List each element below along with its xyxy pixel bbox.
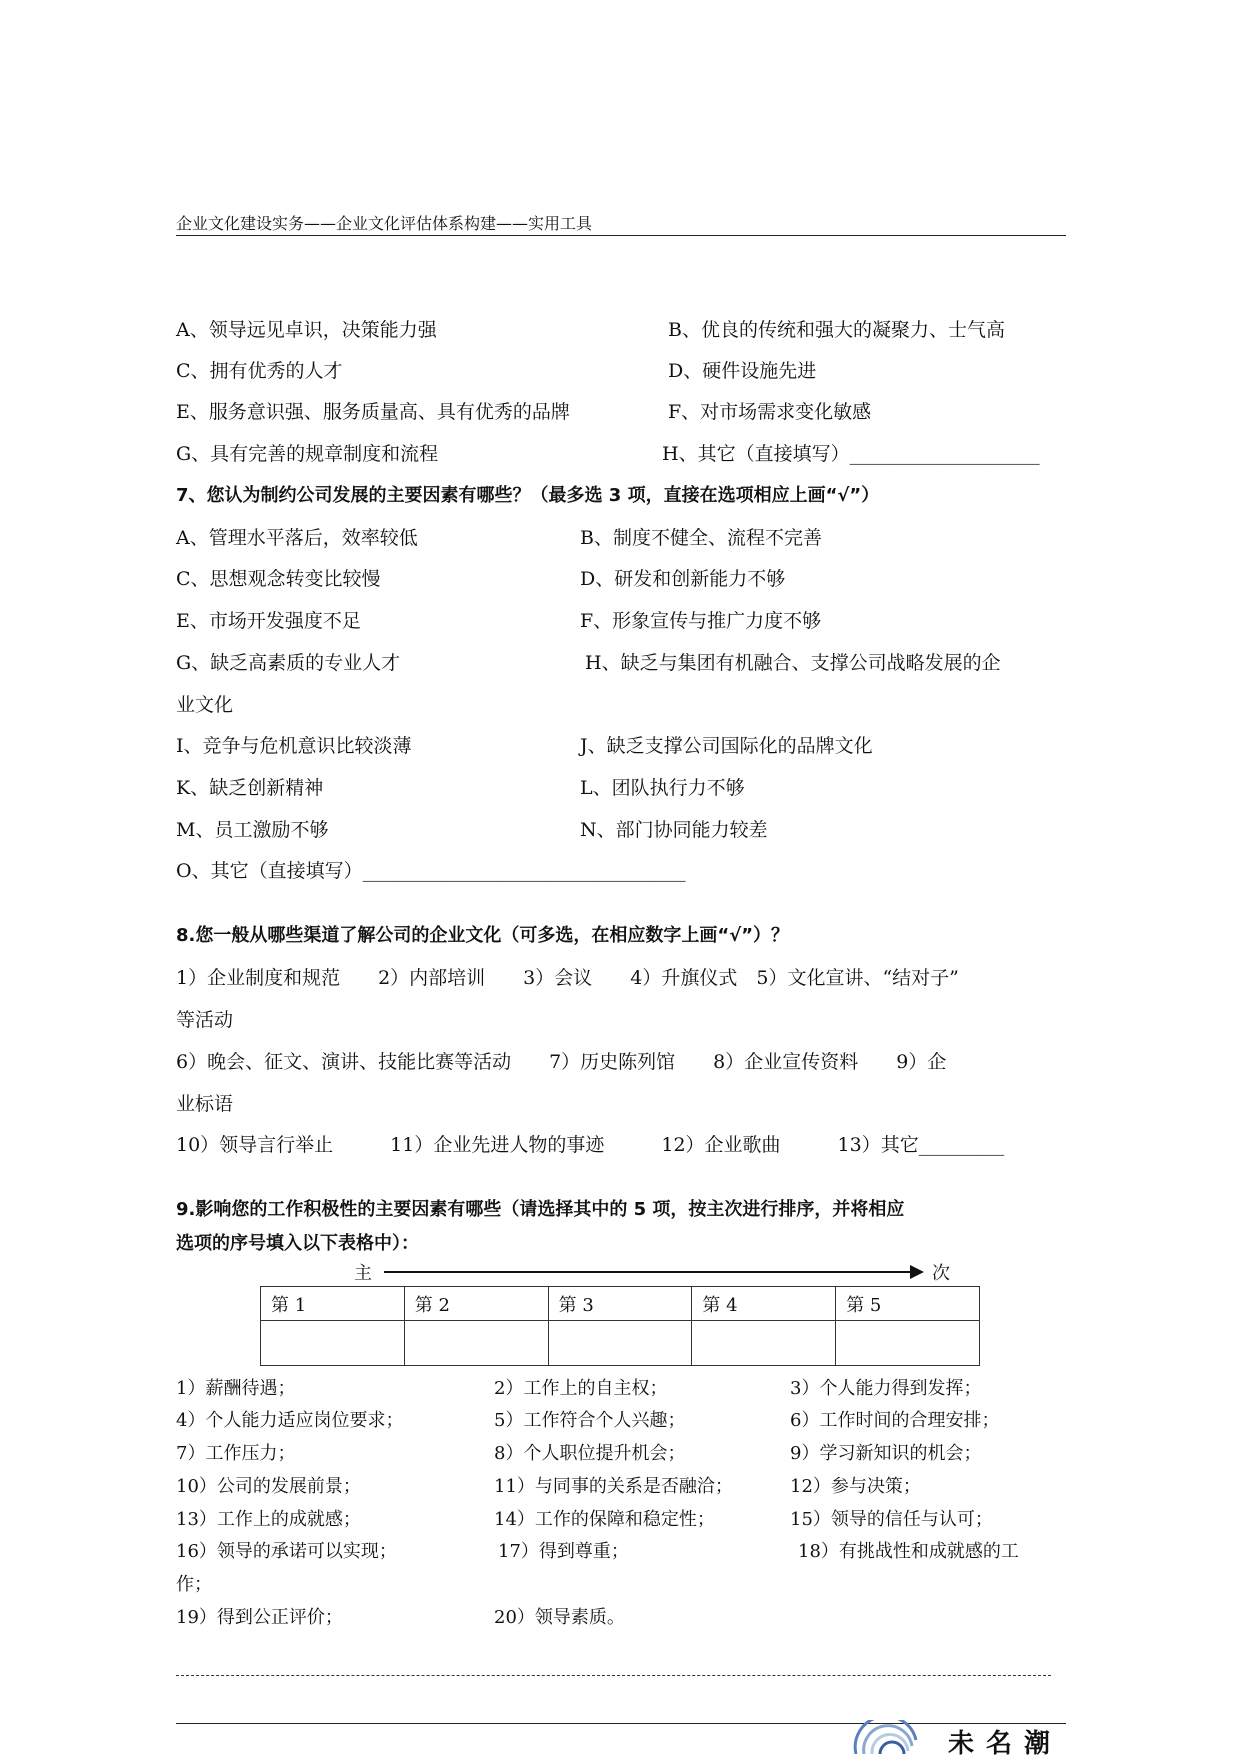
- q6-option-h: H、其它（直接填写）____________________: [662, 443, 1040, 465]
- rank-header-5: 第 5: [836, 1287, 980, 1321]
- q7-option-j: J、缺乏支撑公司国际化的品牌文化: [580, 735, 873, 757]
- rank-cell-2[interactable]: [404, 1321, 548, 1366]
- arrow-end-label: 次: [932, 1263, 950, 1284]
- q7-option-n: N、部门协同能力较差: [580, 819, 768, 841]
- q9-option: 5）工作符合个人兴趣；: [494, 1410, 686, 1431]
- q7-option-h: H、缺乏与集团有机融合、支撑公司战略发展的企: [585, 652, 1001, 674]
- q9-option: 6）工作时间的合理安排；: [790, 1410, 1000, 1431]
- priority-arrow-line: [384, 1271, 914, 1273]
- q6-option-c: C、拥有优秀的人才: [176, 360, 343, 382]
- dashed-separator: [176, 1675, 1051, 1676]
- q8-line-4: 业标语: [176, 1093, 234, 1115]
- q7-option-e: E、市场开发强度不足: [176, 610, 361, 632]
- q8-line-1: 1）企业制度和规范 2）内部培训 3）会议 4）升旗仪式 5）文化宣讲、“结对子”: [176, 967, 959, 989]
- q7-option-h-continued: 业文化: [176, 694, 234, 716]
- q9-option: 11）与同事的关系是否融洽；: [494, 1476, 733, 1497]
- q7-option-k: K、缺乏创新精神: [176, 777, 324, 799]
- q9-option: 17）得到尊重；: [498, 1541, 629, 1562]
- q9-option: 15）领导的信任与认可；: [790, 1509, 993, 1530]
- q8-line-5: 10）领导言行举止 11）企业先进人物的事迹 12）企业歌曲 13）其它_________: [176, 1134, 1005, 1156]
- q9-option: 13）工作上的成就感；: [176, 1509, 361, 1530]
- q9-option: 12）参与决策；: [790, 1476, 921, 1497]
- q7-option-c: C、思想观念转变比较慢: [176, 568, 381, 590]
- q7-option-o: O、其它（直接填写）__________________________________: [176, 860, 686, 882]
- q7-option-d: D、研发和创新能力不够: [580, 568, 786, 590]
- q9-option: 20）领导素质。: [494, 1607, 625, 1628]
- q6-option-f: F、对市场需求变化敏感: [668, 401, 872, 423]
- q9-option: 9）学习新知识的机会；: [790, 1443, 982, 1464]
- q6-option-a: A、领导远见卓识，决策能力强: [176, 319, 437, 341]
- q9-title-line-2: 选项的序号填入以下表格中）：: [176, 1233, 419, 1254]
- footer-rule: [176, 1723, 1066, 1724]
- q9-option: 19）得到公正评价；: [176, 1607, 343, 1628]
- q9-option: 18）有挑战性和成就感的工: [798, 1541, 1019, 1562]
- q7-option-a: A、管理水平落后，效率较低: [176, 527, 418, 549]
- q6-option-g: G、具有完善的规章制度和流程: [176, 443, 439, 465]
- rank-cell-5[interactable]: [836, 1321, 980, 1366]
- q8-line-3: 6）晚会、征文、演讲、技能比赛等活动 7）历史陈列馆 8）企业宣传资料 9）企: [176, 1051, 947, 1073]
- q6-option-e: E、服务意识强、服务质量高、具有优秀的品牌: [176, 401, 570, 423]
- page-header-title: 企业文化建设实务——企业文化评估体系构建——实用工具: [176, 214, 593, 233]
- rank-header-3: 第 3: [548, 1287, 692, 1321]
- rank-header-1: 第 1: [261, 1287, 405, 1321]
- q9-option: 7）工作压力；: [176, 1443, 296, 1464]
- q7-option-m: M、员工激励不够: [176, 819, 329, 841]
- q9-title-line-1: 9.影响您的工作积极性的主要因素有哪些（请选择其中的 5 项，按主次进行排序，并将相应: [176, 1199, 905, 1220]
- q8-line-2: 等活动: [176, 1009, 234, 1031]
- q7-option-l: L、团队执行力不够: [580, 777, 745, 799]
- q9-option: 8）个人职位提升机会；: [494, 1443, 686, 1464]
- q9-option: 4）个人能力适应岗位要求；: [176, 1410, 404, 1431]
- q8-title: 8.您一般从哪些渠道了解公司的企业文化（可多选，在相应数字上画“√”）？: [176, 925, 790, 946]
- header-rule: [176, 235, 1066, 236]
- company-logo-icon: [850, 1720, 920, 1754]
- rank-cell-3[interactable]: [548, 1321, 692, 1366]
- q7-option-i: I、竞争与危机意识比较淡薄: [176, 735, 412, 757]
- q6-option-d: D、硬件设施先进: [668, 360, 817, 382]
- q7-option-g: G、缺乏高素质的专业人才: [176, 652, 401, 674]
- q9-option: 1）薪酬待遇；: [176, 1378, 296, 1399]
- q9-option: 16）领导的承诺可以实现；: [176, 1541, 397, 1562]
- q6-option-b: B、优良的传统和强大的凝聚力、士气高: [668, 319, 1005, 341]
- q9-option: 14）工作的保障和稳定性；: [494, 1509, 715, 1530]
- q9-option: 3）个人能力得到发挥；: [790, 1378, 982, 1399]
- q9-option: 2）工作上的自主权；: [494, 1378, 668, 1399]
- rank-cell-4[interactable]: [692, 1321, 836, 1366]
- q9-option: 10）公司的发展前景；: [176, 1476, 361, 1497]
- ranking-table: [260, 1286, 980, 1366]
- rank-header-2: 第 2: [404, 1287, 548, 1321]
- q7-option-f: F、形象宣传与推广力度不够: [580, 610, 822, 632]
- q7-option-b: B、制度不健全、流程不完善: [580, 527, 822, 549]
- arrow-start-label: 主: [354, 1263, 372, 1284]
- arrow-head-icon: [910, 1265, 924, 1279]
- rank-cell-1[interactable]: [261, 1321, 405, 1366]
- q9-option-continued: 作；: [176, 1574, 212, 1595]
- rank-header-4: 第 4: [692, 1287, 836, 1321]
- footer-logo-text: 未名潮: [948, 1729, 1063, 1759]
- q7-title: 7、您认为制约公司发展的主要因素有哪些？（最多选 3 项，直接在选项相应上画“√”）: [176, 485, 880, 506]
